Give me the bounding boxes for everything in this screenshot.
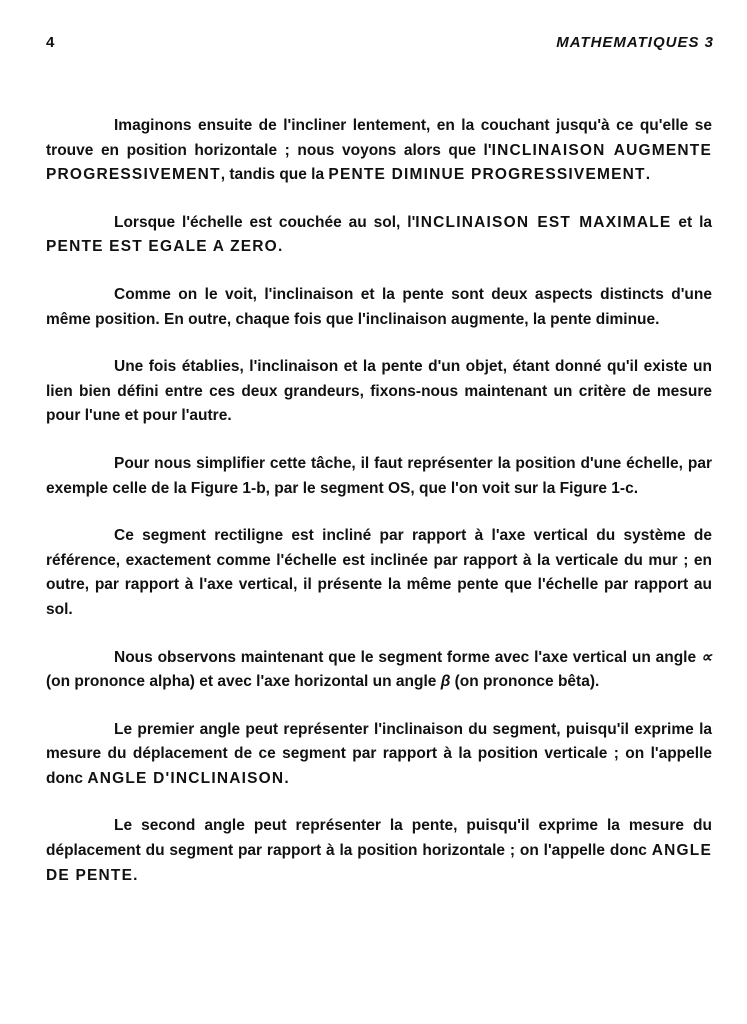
text: . [284,769,289,787]
text: Le second angle peut représenter la pente, puisqu'il exprime la mesure du déplacement du segment par rapport à la position horizontale ; on l'appelle donc [46,817,712,860]
paragraph-angle-inclination [46,718,712,792]
emphasis: PENTE DIMINUE PROGRESSIVEMENT [328,166,646,184]
beta-symbol: β [440,673,451,691]
text: , tandis que la [220,166,329,184]
alpha-symbol: ∝ [700,648,712,666]
running-title: MATHEMATIQUES 3 [556,34,714,51]
paragraph-ladder-on-ground [46,211,712,260]
paragraph-angle-slope [46,814,712,888]
text: (on prononce bêta). [450,673,600,691]
text: Le premier angle peut représenter l'inclinaison du segment, puisqu'il exprime la mesure du déplacement de ce segment par rapport à la position verticale ; on l'appelle donc [46,720,712,787]
emphasis: INCLINAISON AUGMENTE PROGRESSIVEMENT [46,141,712,184]
text: Imaginons ensuite de l'incliner lentement, en la couchant jusqu'à ce qu'elle se trouve en position horizontale ; nous voyons alors que l' [46,117,712,159]
emphasis: ANGLE D'INCLINAISON [87,769,285,787]
text: . [277,238,283,256]
paragraph-segment-inclined: Ce segment rectiligne est incliné par rapport à l'axe vertical du système de référence, exactement comme l'échelle est inclinée par rapport à la verticale du mur ; en outre, par rapport à l'axe vertical, il présente la même pente que l'échelle par rapport au sol. [46,527,712,618]
text: . [133,866,138,884]
paragraph-segment-os: Pour nous simplifier cette tâche, il faut représenter la position d'une échelle, par exemple celle de la Figure 1-b, par le segment OS, que l'on voit sur la Figure 1-c. [46,454,712,497]
page-header [46,34,714,58]
paragraph-two-aspects: Comme on le voit, l'inclinaison et la pente sont deux aspects distincts d'une même position. En outre, chaque fois que l'inclinaison augmente, la pente diminue. [46,285,712,328]
paragraph-alpha-beta [46,646,712,695]
page-number: 4 [46,34,55,51]
paragraph-measure-criterion: Une fois établies, l'inclinaison et la pente d'un objet, étant donné qu'il existe un lien bien défini entre ces deux grandeurs, fixons-nous maintenant un critère de mesure pour l'une et pour l'autre. [46,358,712,425]
text: . [645,166,651,184]
body-text [46,114,712,911]
emphasis: INCLINAISON EST MAXIMALE [415,213,672,231]
emphasis: PENTE EST EGALE A ZERO [46,238,278,256]
emphasis: ANGLE DE PENTE [46,842,712,884]
text: et la [671,213,712,231]
text: (on prononce alpha) et avec l'axe horizontal un angle [46,673,441,691]
text: Lorsque l'échelle est couchée au sol, l' [114,213,416,231]
paragraph-inclination-increases [46,114,712,188]
text: Nous observons maintenant que le segment forme avec l'axe vertical un angle [114,648,701,666]
